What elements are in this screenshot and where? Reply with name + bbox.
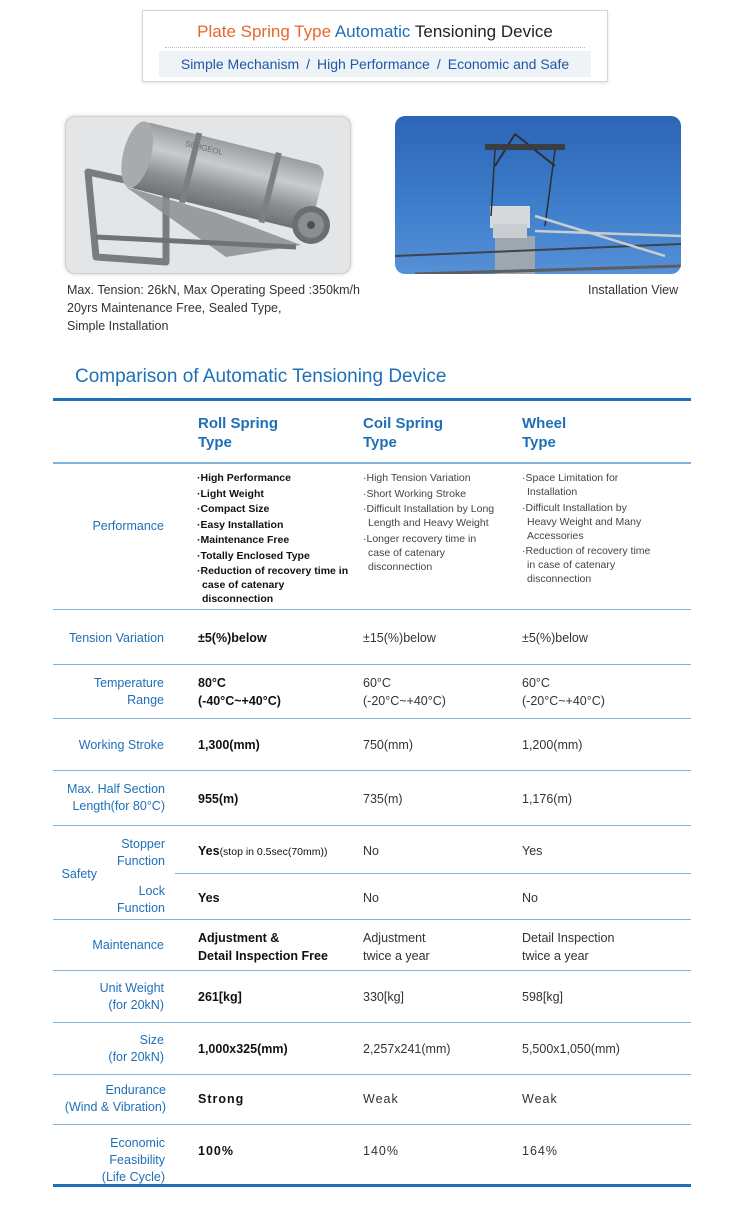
endurance-coil: Weak	[363, 1092, 399, 1106]
list-item: · Difficult Installation by Long Length and Heavy Weight	[360, 502, 500, 530]
subtitle-separator: /	[306, 56, 311, 72]
subtitle-2: High Performance	[317, 56, 430, 72]
title-part-1: Plate Spring Type	[197, 22, 332, 41]
stopper-wheel: Yes	[522, 844, 543, 858]
column-header-line: Type	[522, 434, 556, 451]
header-divider	[165, 47, 585, 48]
list-item: · Compact Size	[194, 502, 349, 516]
endurance-wheel: Weak	[522, 1092, 558, 1106]
economic-wheel: 164%	[522, 1144, 558, 1158]
caption-line: Max. Tension: 26kN, Max Operating Speed :350km/h	[67, 283, 360, 297]
brand-mark: SEHGEOL	[184, 139, 224, 158]
label-line: Stopper	[121, 837, 165, 851]
table-top-rule	[53, 398, 691, 401]
column-header-roll-spring	[198, 414, 278, 452]
row-divider	[175, 873, 691, 874]
row-divider	[53, 970, 691, 971]
row-divider	[53, 609, 691, 610]
stroke-roll: 1,300(mm)	[198, 738, 260, 752]
performance-coil-list	[360, 471, 500, 575]
half-section-wheel: 1,176(m)	[522, 792, 573, 806]
performance-wheel-list	[519, 471, 659, 588]
row-label-working-stroke: Working Stroke	[78, 738, 164, 752]
stroke-coil: 750(mm)	[363, 738, 414, 752]
stroke-wheel: 1,200(mm)	[522, 738, 583, 752]
cell-line: (-20°C~+40°C)	[363, 694, 446, 708]
row-divider	[53, 919, 691, 920]
list-item: · Space Limitation for Installation	[519, 471, 659, 499]
maintenance-coil	[363, 929, 430, 965]
label-line: Lock	[138, 884, 165, 898]
row-label-half-section	[53, 781, 165, 815]
column-header-line: Type	[363, 434, 397, 451]
size-coil: 2,257x241(mm)	[363, 1042, 451, 1056]
comparison-title: Comparison of Automatic Tensioning Device	[75, 366, 447, 387]
row-divider	[53, 1022, 691, 1023]
subtitle-3: Economic and Safe	[447, 56, 570, 72]
caption-line: Simple Installation	[67, 319, 169, 333]
list-item: · Light Weight	[194, 487, 349, 501]
label-line: Length(for 80°C)	[72, 799, 165, 813]
row-label-size	[53, 1032, 164, 1066]
performance-roll-list	[194, 471, 349, 608]
stopper-roll-note: (stop in 0.5sec(70mm))	[219, 846, 328, 858]
endurance-roll: Strong	[198, 1092, 245, 1106]
row-divider	[53, 1124, 691, 1125]
temperature-roll	[198, 674, 281, 710]
column-header-line: Type	[198, 434, 232, 451]
header-subtitle	[159, 51, 591, 77]
list-item: · High Performance	[194, 471, 349, 485]
cell-line: 60°C	[363, 676, 391, 690]
list-item: · Totally Enclosed Type	[194, 549, 349, 563]
cell-line: (-40°C~+40°C)	[198, 694, 281, 708]
row-label-economic-feasibility	[53, 1135, 165, 1186]
list-item: · Reduction of recovery time in case of catenary disconnection	[519, 544, 659, 586]
tension-coil: ±15(%)below	[363, 631, 436, 645]
row-divider	[53, 664, 691, 665]
header-box	[142, 10, 608, 82]
size-roll: 1,000x325(mm)	[198, 1042, 288, 1056]
lock-wheel: No	[522, 891, 538, 905]
stopper-coil: No	[363, 844, 379, 858]
list-item: · Maintenance Free	[194, 533, 349, 547]
weight-coil: 330[kg]	[363, 990, 405, 1004]
label-line: Temperature	[93, 676, 164, 690]
label-line: Endurance	[105, 1083, 166, 1097]
column-header-coil-spring	[363, 414, 443, 452]
maintenance-roll	[198, 929, 328, 965]
stopper-roll	[198, 842, 328, 861]
installation-photo	[395, 116, 681, 274]
row-label-lock-function	[100, 883, 165, 917]
page-title	[143, 22, 607, 42]
cell-line: twice a year	[522, 949, 589, 963]
economic-roll: 100%	[198, 1144, 234, 1158]
tensioning-device-illustration	[66, 117, 351, 274]
row-label-unit-weight	[53, 980, 164, 1014]
product-caption	[67, 281, 360, 335]
installation-illustration	[395, 116, 681, 274]
label-line: Size	[139, 1033, 164, 1047]
weight-roll: 261[kg]	[198, 990, 242, 1004]
label-line: (for 20kN)	[108, 998, 164, 1012]
list-item: · Difficult Installation by Heavy Weight and Many Accessories	[519, 501, 659, 543]
economic-coil: 140%	[363, 1144, 399, 1158]
label-line: Function	[117, 854, 165, 868]
cell-line: 60°C	[522, 676, 550, 690]
caption-line: 20yrs Maintenance Free, Sealed Type,	[67, 301, 282, 315]
header-divider-line	[53, 462, 691, 464]
product-photo	[65, 116, 351, 274]
installation-caption: Installation View	[588, 283, 679, 297]
row-divider	[53, 718, 691, 719]
subtitle-1: Simple Mechanism	[180, 56, 300, 72]
title-part-2: Automatic	[334, 22, 411, 41]
label-line: Range	[127, 693, 164, 707]
label-line: Max. Half Section	[67, 782, 165, 796]
cell-line: Adjustment &	[198, 931, 280, 945]
cell-line: Adjustment	[363, 931, 426, 945]
row-label-performance: Performance	[92, 519, 164, 533]
cell-line: (-20°C~+40°C)	[522, 694, 605, 708]
list-item: · Reduction of recovery time in case of catenary disconnection	[194, 564, 349, 606]
column-header-line: Roll Spring	[198, 415, 278, 432]
row-divider	[53, 1074, 691, 1075]
subtitle-separator: /	[436, 56, 441, 72]
cell-line: 80°C	[198, 676, 226, 690]
title-part-3: Tensioning Device	[414, 22, 553, 41]
label-line: Unit Weight	[99, 981, 164, 995]
half-section-roll: 955(m)	[198, 792, 239, 806]
weight-wheel: 598[kg]	[522, 990, 564, 1004]
lock-coil: No	[363, 891, 379, 905]
row-label-endurance	[53, 1082, 166, 1116]
row-label-maintenance: Maintenance	[92, 938, 164, 952]
maintenance-wheel	[522, 929, 614, 965]
cell-line: Detail Inspection Free	[198, 949, 328, 963]
row-divider	[53, 770, 691, 771]
list-item: · Short Working Stroke	[360, 487, 500, 501]
column-header-line: Coil Spring	[363, 415, 443, 432]
list-item: · High Tension Variation	[360, 471, 500, 485]
column-header-line: Wheel	[522, 415, 567, 432]
cell-line: twice a year	[363, 949, 430, 963]
list-item: · Longer recovery time in case of catenary disconnection	[360, 532, 500, 574]
temperature-wheel	[522, 674, 605, 710]
row-divider	[53, 825, 691, 826]
cell-line: Detail Inspection	[522, 931, 615, 945]
tension-wheel: ±5(%)below	[522, 631, 588, 645]
label-line: Economic Feasibility	[109, 1136, 165, 1167]
label-line: (Wind & Vibration)	[64, 1100, 166, 1114]
lock-roll: Yes	[198, 891, 220, 905]
list-item: · Easy Installation	[194, 518, 349, 532]
label-line: Function	[117, 901, 165, 915]
size-wheel: 5,500x1,050(mm)	[522, 1042, 620, 1056]
stopper-roll-value: Yes	[198, 844, 220, 858]
row-label-temperature	[53, 675, 164, 709]
label-line: (for 20kN)	[108, 1050, 164, 1064]
column-header-wheel	[522, 414, 566, 452]
table-bottom-rule	[53, 1184, 691, 1187]
row-label-tension-variation: Tension Variation	[69, 631, 164, 645]
row-label-safety: Safety	[61, 867, 97, 881]
temperature-coil	[363, 674, 446, 710]
half-section-coil: 735(m)	[363, 792, 403, 806]
label-line: (Life Cycle)	[101, 1170, 165, 1184]
tension-roll: ±5(%)below	[198, 631, 267, 645]
row-label-stopper-function	[100, 836, 165, 870]
